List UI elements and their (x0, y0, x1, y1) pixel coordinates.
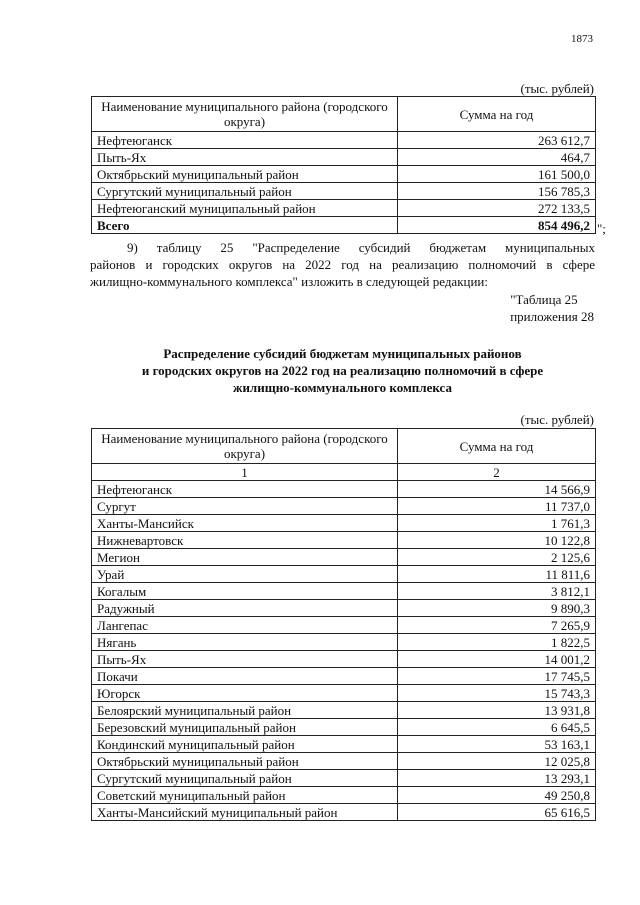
row-name: Радужный (92, 600, 398, 617)
table2-units: (тыс. рублей) (520, 412, 594, 427)
row-name: Нижневартовск (92, 532, 398, 549)
row-value: 156 785,3 (398, 183, 596, 200)
row-name: Березовский муниципальный район (92, 719, 398, 736)
row-name: Лангепас (92, 617, 398, 634)
table-row (92, 149, 596, 166)
instruction-paragraph (90, 239, 595, 290)
table-row (92, 166, 596, 183)
paragraph-line: 9) таблицу 25 "Распределение субсидий бюджетам муниципальных (127, 240, 595, 255)
row-name: Нефтеюганск (92, 132, 398, 149)
row-name: Белоярский муниципальный район (92, 702, 398, 719)
table-row (92, 617, 596, 634)
table-row (92, 200, 596, 217)
table2-title (90, 345, 595, 396)
table1-units: (тыс. рублей) (520, 81, 594, 96)
row-name: Советский муниципальный район (92, 787, 398, 804)
paragraph-line: районов и городских округов на 2022 год на реализацию полномочий в сфере (90, 257, 595, 272)
table-row (92, 132, 596, 149)
row-value: 1 822,5 (398, 634, 596, 651)
row-name: Сургут (92, 498, 398, 515)
row-value: 272 133,5 (398, 200, 596, 217)
row-name: Югорск (92, 685, 398, 702)
header-sum: Сумма на год (398, 429, 596, 464)
table-row (92, 532, 596, 549)
table-row (92, 651, 596, 668)
row-name: Когалым (92, 583, 398, 600)
table1-header (92, 97, 596, 132)
header-name: Наименование муниципального района (городского округа) (92, 429, 398, 464)
title-line: жилищно-коммунального комплекса (233, 380, 452, 395)
table-row (92, 719, 596, 736)
table-row (92, 634, 596, 651)
row-name: Покачи (92, 668, 398, 685)
table-row (92, 498, 596, 515)
row-value: 14 566,9 (398, 481, 596, 498)
column-number-row (92, 464, 596, 481)
table-reference-line: приложения 28 (510, 309, 594, 324)
table-row (92, 583, 596, 600)
table-row (92, 753, 596, 770)
row-name: Ханты-Мансийск (92, 515, 398, 532)
row-value: 53 163,1 (398, 736, 596, 753)
row-name: Нефтеюганск (92, 481, 398, 498)
row-value: 11 811,6 (398, 566, 596, 583)
row-value: 3 812,1 (398, 583, 596, 600)
row-value: 263 612,7 (398, 132, 596, 149)
table-reference (510, 291, 594, 325)
table-row (92, 685, 596, 702)
table2 (91, 428, 596, 821)
row-name: Урай (92, 566, 398, 583)
total-value: 854 496,2 (398, 217, 596, 234)
row-value: 161 500,0 (398, 166, 596, 183)
row-value: 10 122,8 (398, 532, 596, 549)
table1 (91, 96, 596, 234)
row-value: 65 616,5 (398, 804, 596, 821)
title-line: и городских округов на 2022 год на реализацию полномочий в сфере (141, 363, 544, 378)
row-value: 7 265,9 (398, 617, 596, 634)
row-value: 15 743,3 (398, 685, 596, 702)
row-name: Ханты-Мансийский муниципальный район (92, 804, 398, 821)
row-value: 17 745,5 (398, 668, 596, 685)
column-number: 2 (398, 464, 596, 481)
row-value: 2 125,6 (398, 549, 596, 566)
row-name: Нягань (92, 634, 398, 651)
table-row (92, 787, 596, 804)
total-label: Всего (92, 217, 398, 234)
table-row (92, 770, 596, 787)
table-row (92, 804, 596, 821)
table-row (92, 566, 596, 583)
table-row (92, 668, 596, 685)
row-value: 49 250,8 (398, 787, 596, 804)
row-value: 14 001,2 (398, 651, 596, 668)
row-value: 12 025,8 (398, 753, 596, 770)
table-row (92, 736, 596, 753)
row-name: Октябрьский муниципальный район (92, 753, 398, 770)
row-name: Нефтеюганский муниципальный район (92, 200, 398, 217)
table-row (92, 515, 596, 532)
table-row (92, 702, 596, 719)
row-value: 1 761,3 (398, 515, 596, 532)
paragraph-line: жилищно-коммунального комплекса" изложить в следующей редакции: (90, 274, 489, 289)
table-row (92, 481, 596, 498)
column-number: 1 (92, 464, 398, 481)
header-name: Наименование муниципального района (городского округа) (92, 97, 398, 132)
table2-header (92, 429, 596, 464)
row-name: Сургутский муниципальный район (92, 183, 398, 200)
row-name: Пыть-Ях (92, 149, 398, 166)
header-sum: Сумма на год (398, 97, 596, 132)
table-row (92, 549, 596, 566)
table1-total-row (92, 217, 596, 234)
row-name: Кондинский муниципальный район (92, 736, 398, 753)
title-line: Распределение субсидий бюджетам муниципальных районов (163, 346, 522, 361)
table-row (92, 600, 596, 617)
row-value: 13 931,8 (398, 702, 596, 719)
table-row (92, 183, 596, 200)
row-value: 13 293,1 (398, 770, 596, 787)
row-name: Сургутский муниципальный район (92, 770, 398, 787)
closing-quote: "; (597, 221, 606, 236)
page-number: 1873 (571, 33, 593, 45)
row-value: 464,7 (398, 149, 596, 166)
row-name: Октябрьский муниципальный район (92, 166, 398, 183)
row-value: 6 645,5 (398, 719, 596, 736)
row-name: Пыть-Ях (92, 651, 398, 668)
row-value: 11 737,0 (398, 498, 596, 515)
row-name: Мегион (92, 549, 398, 566)
row-value: 9 890,3 (398, 600, 596, 617)
table-reference-line: "Таблица 25 (510, 292, 578, 307)
